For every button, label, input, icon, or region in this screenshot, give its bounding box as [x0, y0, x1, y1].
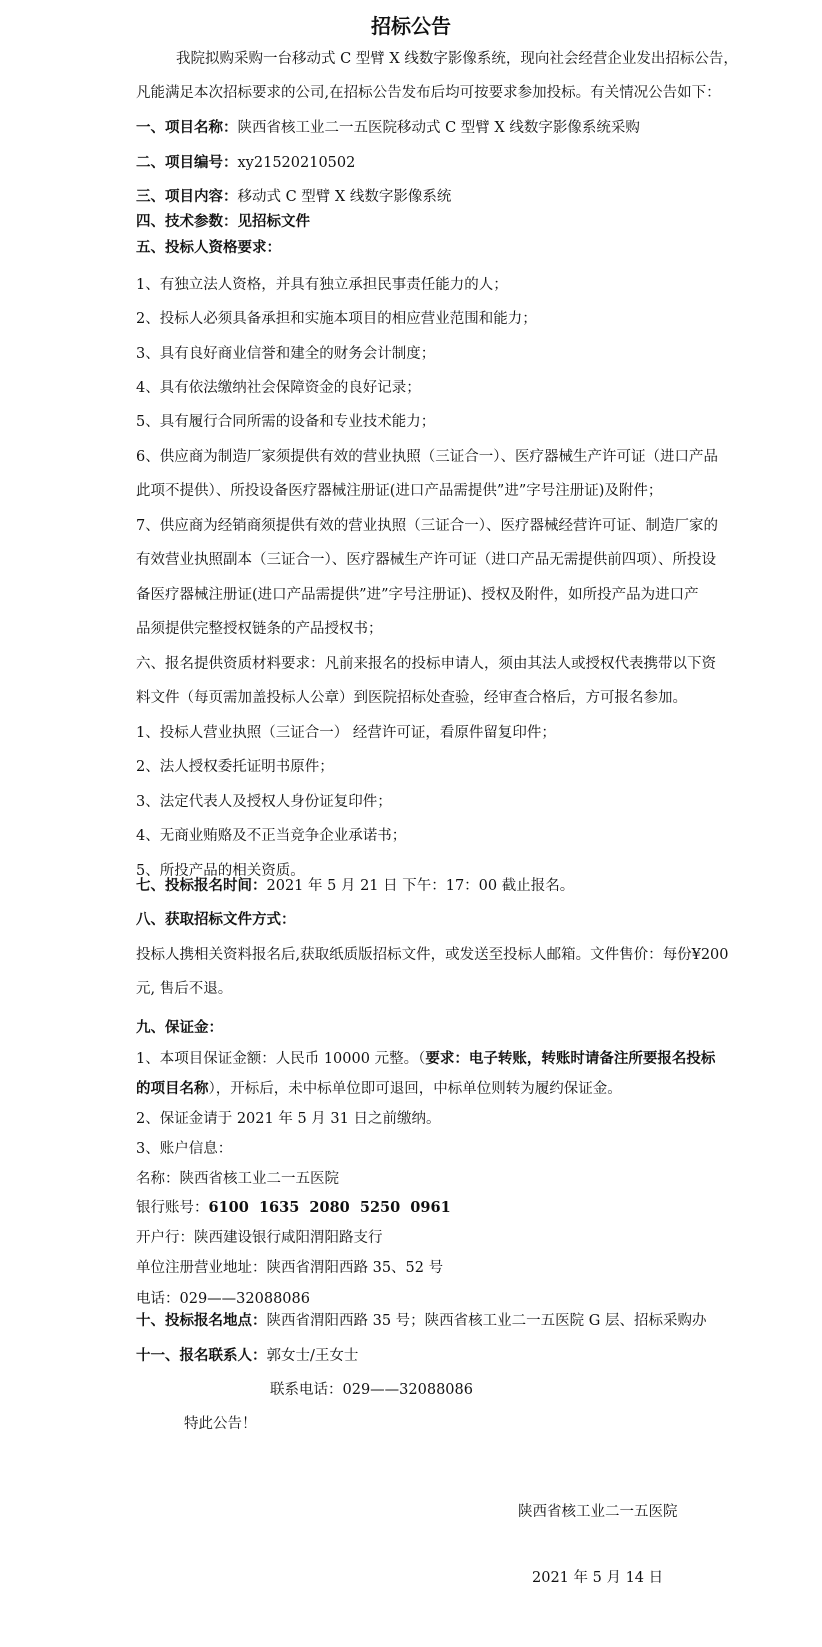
- deposit-line-1: [136, 1050, 715, 1068]
- section-value: 陕西省核工业二一五医院移动式 C 型臂 X 线数字影像系统采购: [237, 120, 640, 136]
- notice-date: 2021 年 5 月 14 日: [532, 1570, 664, 1586]
- qualification-item: 3、具有良好商业信誉和建全的财务会计制度；: [136, 346, 436, 362]
- deposit-requirement: 要求：电子转账，转账时请备注所要报名投标: [425, 1050, 716, 1067]
- section-value: 陕西省渭阳西路 35 号；陕西省核工业二一五医院 G 层、招标采购办: [266, 1313, 707, 1329]
- obtain-docs-line: 投标人携相关资料报名后,获取纸质版招标文件，或发送至投标人邮箱。文件售价：每份¥200: [136, 947, 729, 963]
- section-registration-time: [136, 877, 574, 895]
- qualification-item: 5、具有履行合同所需的设备和专业技术能力；: [136, 414, 436, 430]
- notice-title: 招标公告: [371, 14, 451, 38]
- section-contact: [136, 1347, 358, 1365]
- signature: 陕西省核工业二一五医院: [518, 1504, 678, 1520]
- materials-item: 5、所投产品的相关资质。: [136, 863, 305, 879]
- materials-item: 4、无商业贿赂及不正当竞争企业承诺书；: [136, 828, 407, 844]
- section-registration-place: [136, 1312, 706, 1330]
- account-number: 6100 1635 2080 5250 0961: [208, 1199, 451, 1216]
- account-number-label: 银行账号：: [136, 1200, 209, 1216]
- intro-line-2: 凡能满足本次招标要求的公司,在招标公告发布后均可按要求参加投标。有关情况公告如下：: [136, 85, 721, 101]
- section-label: 七、投标报名时间：: [136, 877, 267, 894]
- materials-item: 1、投标人营业执照（三证合一） 经营许可证，看原件留复印件；: [136, 725, 556, 741]
- section-project-content: [136, 188, 451, 206]
- deposit-line-2: [136, 1080, 622, 1098]
- section-tech-params: [136, 213, 310, 231]
- intro-line-1: 我院拟购采购一台移动式 C 型臂 X 线数字影像系统，现向社会经营企业发出招标公告，: [176, 51, 738, 67]
- section-value: 移动式 C 型臂 X 线数字影像系统: [237, 189, 452, 205]
- section-label: 八、获取招标文件方式：: [136, 911, 296, 928]
- qualification-item: 此项不提供）、所投设备医疗器械注册证(进口产品需提供”进”字号注册证)及附件；: [136, 483, 663, 499]
- qualification-item: 7、供应商为经销商须提供有效的营业执照（三证合一）、医疗器械经营许可证、制造厂家的: [136, 518, 718, 534]
- section-label: 四、技术参数：见招标文件: [136, 213, 310, 230]
- account-address: 单位注册营业地址：陕西省渭阳西路 35、52 号: [136, 1260, 444, 1276]
- section-label: 三、项目内容：: [136, 188, 238, 205]
- section-label: 十、投标报名地点：: [136, 1312, 267, 1329]
- materials-line: 料文件（每页需加盖投标人公章）到医院招标处查验，经审查合格后，方可报名参加。: [136, 690, 687, 706]
- deposit-deadline: 2、保证金请于 2021 年 5 月 31 日之前缴纳。: [136, 1111, 441, 1127]
- contact-phone: 联系电话：029——32088086: [270, 1382, 473, 1398]
- section-value: 郭女士/王女士: [266, 1348, 359, 1364]
- section-qualification: [136, 239, 281, 257]
- qualification-item: 1、有独立法人资格，并具有独立承担民事责任能力的人；: [136, 277, 508, 293]
- account-phone: 电话：029——32088086: [136, 1291, 310, 1307]
- materials-item: 3、法定代表人及授权人身份证复印件；: [136, 794, 392, 810]
- section-label: 五、投标人资格要求：: [136, 239, 281, 256]
- qualification-item: 4、具有依法缴纳社会保障资金的良好记录；: [136, 380, 421, 396]
- deposit-text: ），开标后，未中标单位即可退回，中标单位则转为履约保证金。: [208, 1081, 622, 1097]
- deposit-requirement: 的项目名称: [136, 1080, 209, 1097]
- obtain-docs-line: 元, 售后不退。: [136, 981, 233, 997]
- account-name: 名称：陕西省核工业二一五医院: [136, 1171, 339, 1187]
- materials-item: 2、法人授权委托证明书原件；: [136, 759, 334, 775]
- section-label: 二、项目编号：: [136, 154, 238, 171]
- section-value: 2021 年 5 月 21 日 下午：17：00 截止报名。: [266, 878, 575, 894]
- account-bank: 开户行：陕西建设银行咸阳渭阳路支行: [136, 1230, 383, 1246]
- account-info-label: 3、账户信息：: [136, 1141, 233, 1157]
- account-number-row: [136, 1199, 451, 1217]
- section-label: 一、项目名称：: [136, 119, 238, 136]
- qualification-item: 2、投标人必须具备承担和实施本项目的相应营业范围和能力；: [136, 311, 537, 327]
- section-deposit: [136, 1019, 223, 1037]
- section-label: 十一、报名联系人：: [136, 1347, 267, 1364]
- section-obtain-docs: [136, 911, 296, 929]
- qualification-item: 6、供应商为制造厂家须提供有效的营业执照（三证合一）、医疗器械生产许可证（进口产品: [136, 449, 718, 465]
- section-value: xy21520210502: [237, 155, 356, 171]
- qualification-item: 备医疗器械注册证(进口产品需提供”进”字号注册证)、授权及附件，如所投产品为进口产: [136, 587, 699, 603]
- qualification-item: 品须提供完整授权链条的产品授权书；: [136, 621, 383, 637]
- materials-line: 六、报名提供资质材料要求：凡前来报名的投标申请人，须由其法人或授权代表携带以下资: [136, 656, 716, 672]
- section-label: 九、保证金：: [136, 1019, 223, 1036]
- qualification-item: 有效营业执照副本（三证合一）、医疗器械生产许可证（进口产品无需提供前四项）、所投设: [136, 552, 716, 568]
- section-project-name: [136, 119, 640, 137]
- deposit-text: 1、本项目保证金额：人民币 10000 元整。（: [136, 1051, 426, 1067]
- section-project-number: [136, 154, 355, 172]
- closing-text: 特此公告！: [184, 1416, 257, 1432]
